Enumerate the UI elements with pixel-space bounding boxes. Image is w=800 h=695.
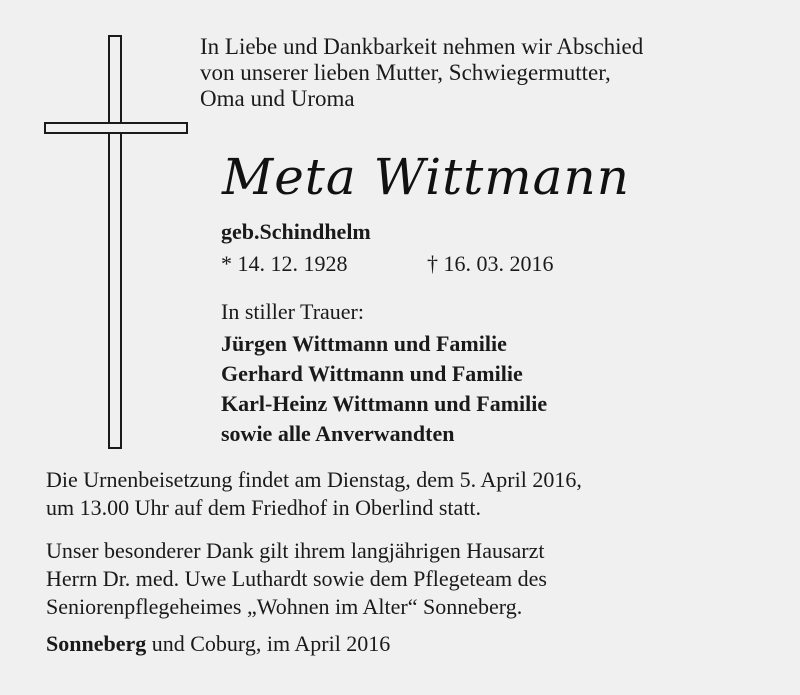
birth-date: * 14. 12. 1928 — [221, 251, 348, 276]
burial-info — [46, 466, 582, 522]
signoff-rest: und Coburg, im April 2016 — [146, 631, 391, 656]
death-date: † 16. 03. 2016 — [427, 251, 554, 276]
burial-line: um 13.00 Uhr auf dem Friedhof in Oberlind statt. — [46, 495, 482, 520]
thanks-text — [46, 537, 547, 621]
cross-vertical-bar — [108, 35, 122, 449]
cross-intersection — [110, 124, 120, 132]
thanks-line: Herrn Dr. med. Uwe Luthardt sowie dem Pflegeteam des — [46, 566, 547, 591]
mourner-list — [221, 329, 547, 449]
mourner-item: Karl-Heinz Wittmann und Familie — [221, 391, 548, 416]
mourner-item: Jürgen Wittmann und Familie — [221, 331, 507, 356]
intro-line: In Liebe und Dankbarkeit nehmen wir Abschied — [200, 34, 644, 59]
mourner-item: Gerhard Wittmann und Familie — [221, 361, 523, 386]
signoff — [46, 630, 390, 658]
mourner-item: sowie alle Anverwandten — [221, 421, 455, 446]
intro-line: Oma und Uroma — [200, 86, 355, 111]
thanks-line: Unser besonderer Dank gilt ihrem langjährigen Hausarzt — [46, 538, 545, 563]
deceased-name: Meta Wittmann — [222, 148, 630, 206]
thanks-line: Seniorenpflegeheimes „Wohnen im Alter“ Sonneberg. — [46, 594, 523, 619]
birth-name: geb.Schindhelm — [221, 219, 371, 244]
life-dates — [221, 251, 554, 277]
signoff-place: Sonneberg — [46, 631, 147, 656]
burial-line: Die Urnenbeisetzung findet am Dienstag, dem 5. April 2016, — [46, 467, 582, 492]
mourning-heading: In stiller Trauer: — [221, 299, 364, 324]
intro-text — [200, 34, 643, 112]
intro-line: von unserer lieben Mutter, Schwiegermutter, — [200, 60, 611, 85]
